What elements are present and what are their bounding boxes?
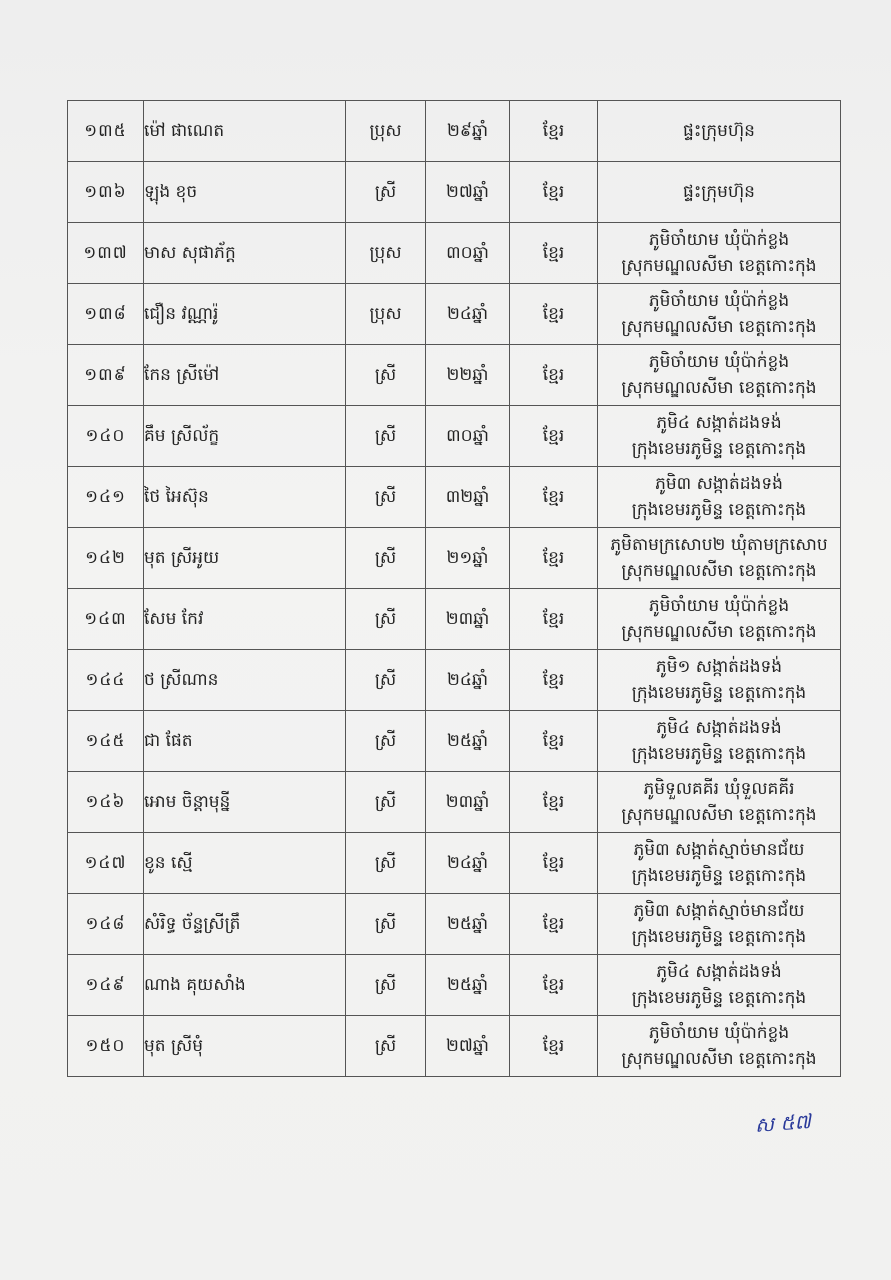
person-nationality: ខ្មែរ [510,833,598,894]
person-address [598,589,841,650]
table-row [68,711,841,772]
person-address [598,223,841,284]
row-number: ១៤៨ [68,894,144,955]
person-sex: ប្រុស [346,101,426,162]
person-nationality: ខ្មែរ [510,406,598,467]
address-line: ភូមិតាមក្រសោប២ ឃុំតាមក្រសោប [610,535,828,555]
person-name: មុត ស្រីមុំ [144,1016,346,1077]
table-row [68,955,841,1016]
table-row [68,772,841,833]
row-number: ១៥០ [68,1016,144,1077]
person-nationality: ខ្មែរ [510,955,598,1016]
address-line: ភូមិ៤ សង្កាត់ដងទង់ [656,413,782,433]
address-line: ក្រុងខេមរភូមិន្ទ ខេត្តកោះកុង [631,866,807,886]
person-name: ណាង គុយសាំង [144,955,346,1016]
person-age: ២១ឆ្នាំ [426,528,510,589]
person-age: ២៤ឆ្នាំ [426,284,510,345]
table-row [68,101,841,162]
table-row [68,223,841,284]
address-line: ភូមិ១ សង្កាត់ដងទង់ [655,657,783,677]
table-row [68,833,841,894]
person-sex: ស្រី [346,772,426,833]
person-age: ៣០ឆ្នាំ [426,406,510,467]
address-line: ភូមិ៤ សង្កាត់ដងទង់ [656,718,782,738]
row-number: ១៤០ [68,406,144,467]
person-sex: ប្រុស [346,284,426,345]
person-nationality: ខ្មែរ [510,101,598,162]
person-address [598,528,841,589]
address-line: ក្រុងខេមរភូមិន្ទ ខេត្តកោះកុង [631,683,807,703]
table-row [68,894,841,955]
person-sex: ប្រុស [346,223,426,284]
table-row [68,406,841,467]
address-line: ភូមិ៤ សង្កាត់ដងទង់ [656,962,782,982]
person-sex: ស្រី [346,711,426,772]
address-line: ក្រុងខេមរភូមិន្ទ ខេត្តកោះកុង [631,439,807,459]
row-number: ១៤៦ [68,772,144,833]
address-line: ភូមិ៣ សង្កាត់ដងទង់ [655,474,783,494]
row-number: ១៣៨ [68,284,144,345]
person-age: ២៣ឆ្នាំ [426,772,510,833]
employee-table [67,100,841,1077]
table-row [68,528,841,589]
person-sex: ស្រី [346,345,426,406]
person-sex: ស្រី [346,589,426,650]
address-line: ស្រុកមណ្ឌលសីមា ខេត្តកោះកុង [621,1049,817,1069]
person-name: ឡុង ខុច [144,162,346,223]
address-line: ភូមិ៣ សង្កាត់ស្មាច់មានជ័យ [633,840,805,860]
row-number: ១៤៣ [68,589,144,650]
person-age: ២៩ឆ្នាំ [426,101,510,162]
person-name: ថ ស្រីណាន [144,650,346,711]
person-name: ថៃ អៃស៊ុន [144,467,346,528]
person-name: ខូន ស្មើ [144,833,346,894]
person-age: ២៥ឆ្នាំ [426,955,510,1016]
person-name: គឹម ស្រីល័ក្ខ [144,406,346,467]
address-line: ស្រុកមណ្ឌលសីមា ខេត្តកោះកុង [621,256,817,276]
person-name: ជា ផែត [144,711,346,772]
row-number: ១៣៥ [68,101,144,162]
address-line: ផ្ទះក្រុមហ៊ុន [683,182,755,202]
person-name: សែម កែវ [144,589,346,650]
person-sex: ស្រី [346,955,426,1016]
person-address [598,1016,841,1077]
person-address [598,894,841,955]
person-nationality: ខ្មែរ [510,223,598,284]
person-age: ៣២ឆ្នាំ [426,467,510,528]
person-address [598,162,841,223]
row-number: ១៣៩ [68,345,144,406]
address-line: ភូមិចាំយាម ឃុំប៉ាក់ខ្លង [648,230,790,250]
row-number: ១៤៩ [68,955,144,1016]
row-number: ១៤៧ [68,833,144,894]
row-number: ១៣៦ [68,162,144,223]
person-sex: ស្រី [346,406,426,467]
person-age: ២៥ឆ្នាំ [426,711,510,772]
person-nationality: ខ្មែរ [510,650,598,711]
person-sex: ស្រី [346,467,426,528]
person-nationality: ខ្មែរ [510,467,598,528]
address-line: ភូមិ៣ សង្កាត់ស្មាច់មានជ័យ [633,901,805,921]
table-row [68,162,841,223]
row-number: ១៤២ [68,528,144,589]
table-row [68,345,841,406]
person-age: ២២ឆ្នាំ [426,345,510,406]
person-nationality: ខ្មែរ [510,772,598,833]
person-age: ២៧ឆ្នាំ [426,162,510,223]
person-name: អោម ចិន្តាមុន្នី [144,772,346,833]
person-sex: ស្រី [346,833,426,894]
person-nationality: ខ្មែរ [510,1016,598,1077]
person-address [598,284,841,345]
address-line: ស្រុកមណ្ឌលសីមា ខេត្តកោះកុង [621,317,817,337]
address-line: ស្រុកមណ្ឌលសីមា ខេត្តកោះកុង [621,622,817,642]
person-address [598,650,841,711]
address-line: ស្រុកមណ្ឌលសីមា ខេត្តកោះកុង [621,561,817,581]
employee-table-body [68,101,841,1077]
person-address [598,955,841,1016]
person-address [598,772,841,833]
person-nationality: ខ្មែរ [510,528,598,589]
person-nationality: ខ្មែរ [510,162,598,223]
address-line: ក្រុងខេមរភូមិន្ទ ខេត្តកោះកុង [631,500,807,520]
address-line: ផ្ទះក្រុមហ៊ុន [683,121,755,141]
table-row [68,589,841,650]
person-sex: ស្រី [346,650,426,711]
person-nationality: ខ្មែរ [510,894,598,955]
person-age: ២៧ឆ្នាំ [426,1016,510,1077]
address-line: ភូមិចាំយាម ឃុំប៉ាក់ខ្លង [648,1023,790,1043]
address-line: ក្រុងខេមរភូមិន្ទ ខេត្តកោះកុង [631,988,807,1008]
address-line: ភូមិចាំយាម ឃុំប៉ាក់ខ្លង [648,352,790,372]
person-nationality: ខ្មែរ [510,711,598,772]
person-age: ២៤ឆ្នាំ [426,833,510,894]
person-sex: ស្រី [346,528,426,589]
person-address [598,101,841,162]
person-nationality: ខ្មែរ [510,345,598,406]
address-line: ស្រុកមណ្ឌលសីមា ខេត្តកោះកុង [621,378,817,398]
table-row [68,1016,841,1077]
person-nationality: ខ្មែរ [510,284,598,345]
table-row [68,650,841,711]
person-name: ជឿន វណ្ណារ៉ូ [144,284,346,345]
person-sex: ស្រី [346,162,426,223]
address-line: ក្រុងខេមរភូមិន្ទ ខេត្តកោះកុង [631,744,807,764]
person-name: មុត ស្រីអូយ [144,528,346,589]
address-line: ក្រុងខេមរភូមិន្ទ ខេត្តកោះកុង [631,927,807,947]
person-address [598,406,841,467]
person-age: ២៤ឆ្នាំ [426,650,510,711]
address-line: ភូមិទួលគគីរ ឃុំទួលគគីរ [643,779,795,799]
person-name: មាស សុផាភ័ក្ត [144,223,346,284]
table-row [68,467,841,528]
address-line: ភូមិចាំយាម ឃុំប៉ាក់ខ្លង [648,291,790,311]
person-age: ៣០ឆ្នាំ [426,223,510,284]
person-age: ២៣ឆ្នាំ [426,589,510,650]
person-address [598,467,841,528]
address-line: ស្រុកមណ្ឌលសីមា ខេត្តកោះកុង [621,805,817,825]
person-address [598,345,841,406]
address-line: ភូមិចាំយាម ឃុំប៉ាក់ខ្លង [648,596,790,616]
person-name: កែន ស្រីម៉ៅ [144,345,346,406]
person-address [598,833,841,894]
row-number: ១៤៤ [68,650,144,711]
row-number: ១៤៥ [68,711,144,772]
person-sex: ស្រី [346,894,426,955]
table-row [68,284,841,345]
row-number: ១៤១ [68,467,144,528]
handwritten-signature: ស ៥៧ [754,1109,812,1137]
row-number: ១៣៧ [68,223,144,284]
person-name: សំរិទ្ធ ច័ន្ទស្រីត្រឹ [144,894,346,955]
person-age: ២៥ឆ្នាំ [426,894,510,955]
person-address [598,711,841,772]
person-name: ម៉ៅ ផាណេត [144,101,346,162]
person-nationality: ខ្មែរ [510,589,598,650]
person-sex: ស្រី [346,1016,426,1077]
